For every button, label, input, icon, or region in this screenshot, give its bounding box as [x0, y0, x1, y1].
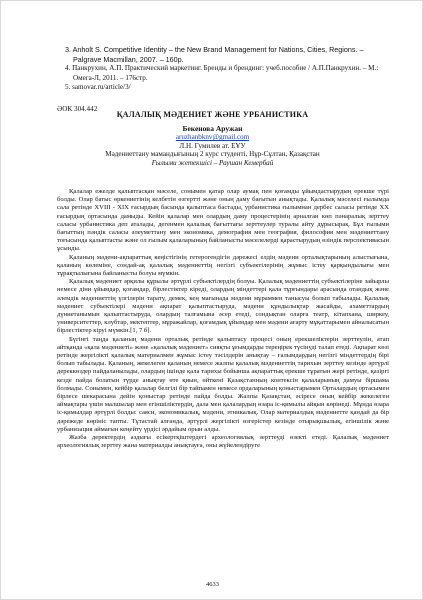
body-paragraph: Қаланың мәдени-ақпараттық кеңістігінің гетерогендігін дәрежесі елдің мәдени орталықтарының алыстығына, қаланың көлеміне, сондай-ақ қалалық мәдениеттің негізгі субъектілерінің жұмыс істеу қарқындылығы мен тұрақтылығына байланысты болуы мүмкін. — [57, 253, 389, 278]
body-paragraph: Бүгінгі таңда қаланың мәдени орталық ретінде қалыптасу процесі оның ерекшеліктерін зерттеулін, атап айтқанда «қала мәдениеті» және «қалалық мәдениет» сияқты ұғымдарды тереңірек түсінуді талап етеді. Ақпарат көзі ретінде жергілікті қалалық материалмен жұмыс істеу тәсілдерін анықтау – ғалымдардың негізгі міндеттердің бірі болып табылады. Қаланың, жекелеген қаланың немесе жалпы қалалық мәдениеттің тарихын зерттеу кезінде әртүрлі дереккөздер пайдаланылады, олардың ішінде қала тарихы бойынша ақпараттық ерекше тұратын жері ретінде, қазіргі кезде пайда болатын түрде анықтау өте қиын, өйткені Қазақстанның контексін қалаларының дамуы біршама болмады. Сонымен, кейбір қалалар белгілі бір тайпамен немесе ордаларының қоныстарымен Орталардың ортасымен бірлесе шекарасына дейін қоныстар ретінде пайда болды. Жалпы Қазақстан, әсіресе оның кейбір жекелеген аймақтары үшін малшылар мен егіншіліктердің, дала мен қалалардың өзара іс-қимылы айқын көрінеді. Мұнда өзара іс-қимылдар әртүрлі болды: саяси, экономикалық, мәдени, этникалық. Олар материалдық мәдениетте қандай да бір дәрежеде көрініс тапты. Тұтастай алғанда, әртүрлі жергілікті өзгерістер кезінде отырықшылық, егіншілік және урбанизация аймағын кеңейту үрдісі әрдайым орын алды. — [57, 335, 389, 433]
article-body — [57, 188, 389, 451]
reference-item: 4. Панкрухин, А.П. Практический маркетинг. Бренды и брендинг: учеб.пособие / А.П.Панкрухин. – М.: Омега-Л, 2011. – 176стр. — [65, 64, 379, 82]
body-paragraph: Қалалық мәдениет әрқилы құрылы әртүрлі субъектілердің болуы. Қалалық мәдениеттің субъектілеріне зайырлы немесе діни ұйымдар, қоғамдар, бірлестіктер кіреді, олардың міндеттері қала тұрғындары арасында отандық және әлемдік мәдениеттің үлгілерін тарату, демек, кең мағынада мәдени мұраммен танысуы болып табылады. Қалалық мәдениет субъектілері мәдени ақпарат қалыптастыруда, мәдени құндылықтар жасайды, ахаметтардың дүниетанымын қалыптастыруда, олардың талғамына әсер етеді, сондықтан оларға театр, кітапхана, ширкеу, университеттер, клубтар, мектептер, мұражайлар, қоғамдық ұйымдар мен мәдени ағарту мұқаттарымен айналысатын бірлестіктер кіруі мүмкін.[1, 7 б]. — [57, 278, 389, 335]
reference-list — [57, 45, 389, 93]
author-position: Мәдениеттану мамандығының 2 курс студенті, Нұр-Сұлтан, Қазақстан — [105, 150, 320, 159]
udk-code: ӘОК 304.442 — [57, 105, 98, 113]
author-university: Л.Н. Гумилев ат. ЕҰУ — [179, 141, 246, 150]
author-email-link[interactable]: aruzhanbknv@gmail.com — [175, 133, 250, 142]
scientific-advisor: Ғылыми жетекшісі – Раушан Кемербай — [151, 158, 274, 167]
page-number: 4633 — [206, 581, 219, 588]
reference-item: 5. samovar.ru/article/3/ — [65, 83, 131, 92]
article-title: ҚАЛАЛЫҚ МӘДЕНИЕТ ЖӘНЕ УРБАНИСТИКА — [116, 110, 309, 119]
reference-item: 3. Anholt S. Competitive Identity – the New Brand Management for Nations, Cities, Regions. – Palgrave Macmillan, 2007. – 160p. — [65, 45, 364, 64]
body-paragraph: Жазба деректердің аздығы есікертқіштердегі археологиялық зерттеуді өзекті етеді. Қалалық мәдениет археологиялық зерттеу жана материалды анықтауға, оны жүйелендіруге — [57, 434, 389, 450]
author-block — [1, 125, 423, 167]
author-name: Бекенова Аружан — [182, 124, 243, 133]
body-paragraph: Қалалар ежелде қалыптасқан мәселе, сонымен қатар олар аумақ пен қоғамды ұйымдастырудың ерекше түрі болды. Олар батыс өркениетінің келбетін өзгертті және оның даму бағытын анықтады. Қалалық мәселесі ғылымда сала ретінде XVIII - XIX ғасырдың басында қалыптаса бастады, урбанистика ғылымнан дербес саласы ретінде XX ғасырдың ортасында дамыды. Кейін қалалар мен олардың даму процестерінің арналған көп пәнаралық зерттеу саласы урбанистика деп аталады, дегенмен қалалық бағыттағы зерттеулер туралы айту дұрысырақ. Бұл ғылыми бағыттың пәндік саласы әлеуметтану мен экономика, демография мен география, философия мен мәдениеттану тоғысында қалыптасты және ол ғылым қалаларының байланысты мәселелерді қарастырудың өзіндік перспективасын ұсынды. — [57, 188, 389, 253]
